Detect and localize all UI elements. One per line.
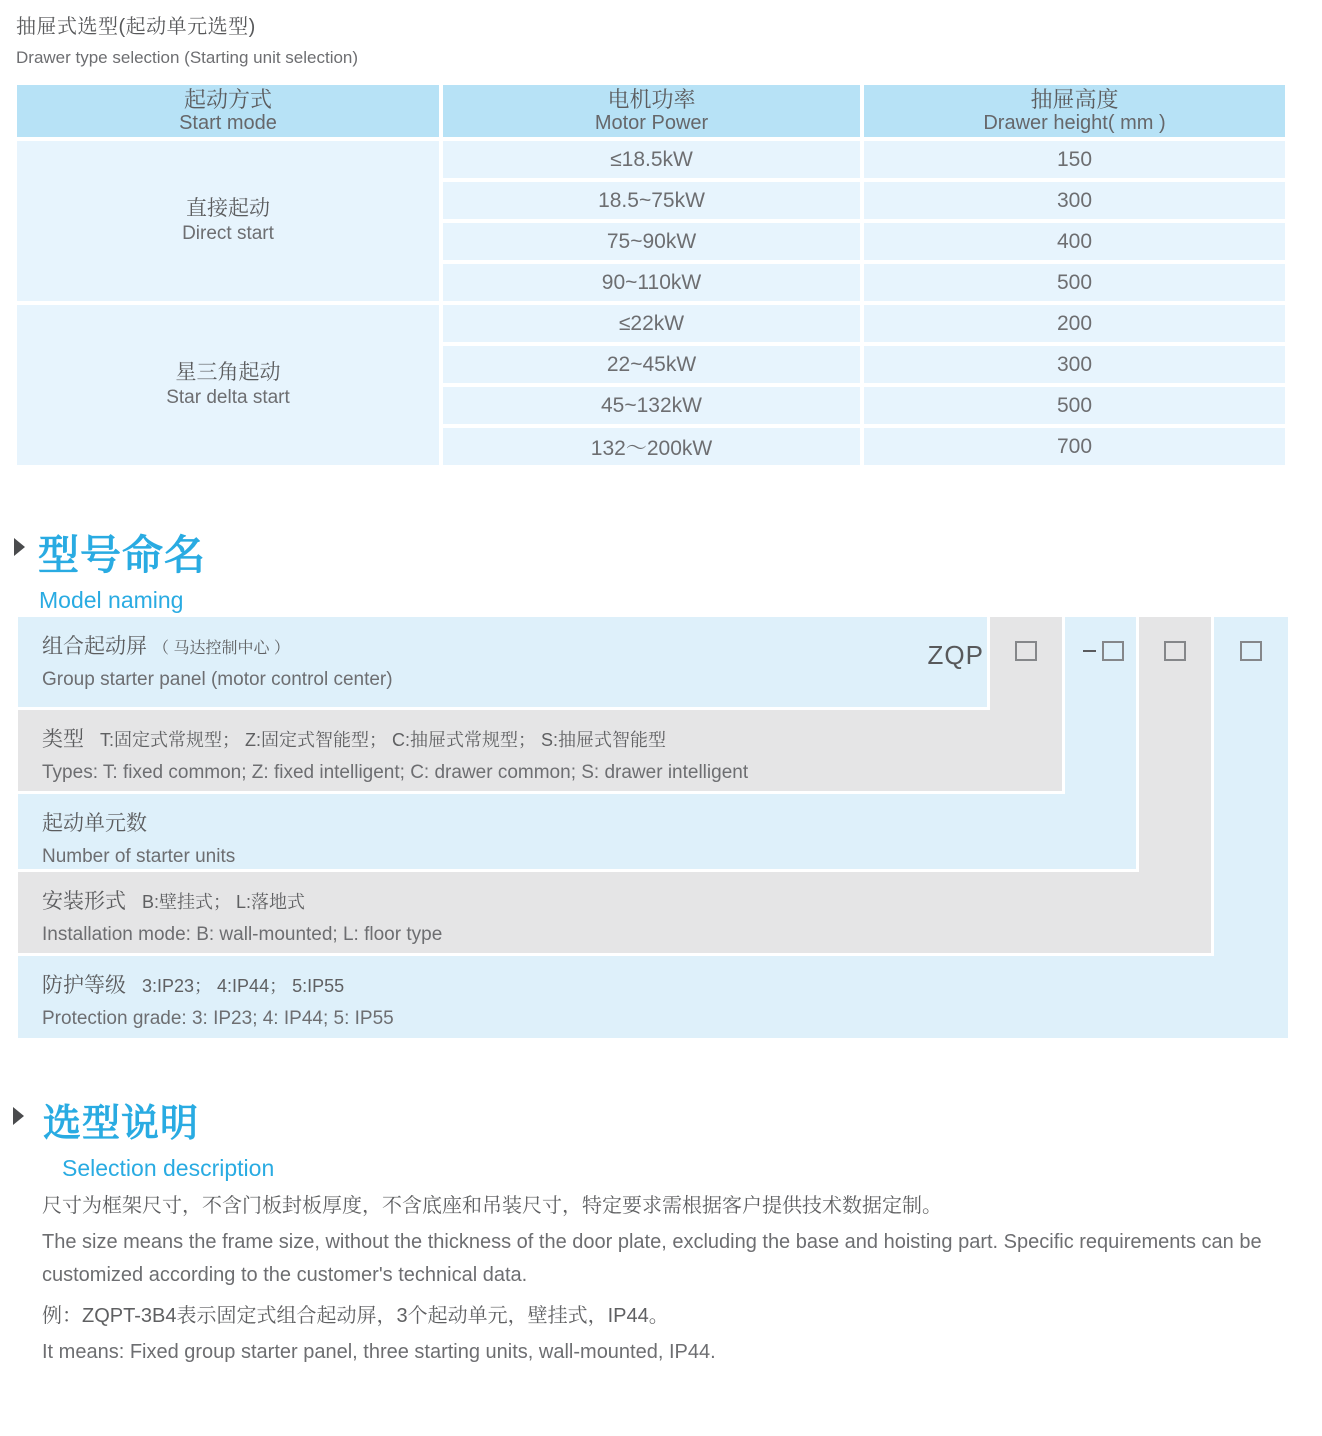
ladder-zh: 组合起动屏 [42, 635, 147, 658]
ladder-row-installation-mode [18, 872, 1211, 953]
section-title-en: Selection description [62, 1155, 275, 1181]
model-code-cell-2 [1065, 633, 1136, 669]
ladder-zh: 防护等级 [42, 974, 126, 997]
ladder-zh-note: T:固定式常规型； Z:固定式智能型； C:抽屉式常规型； S:抽屉式智能型 [100, 730, 667, 750]
table-body [17, 141, 1285, 465]
height-cell: 200 [864, 305, 1285, 342]
description-en-2: It means: Fixed group starter panel, three starting units, wall-mounted, IP44. [42, 1341, 716, 1363]
description-zh-1: 尺寸为框架尺寸，不含门板封板厚度，不含底座和吊装尺寸，特定要求需根据客户提供技术数据定制。 [42, 1195, 942, 1217]
table-row [443, 182, 1285, 219]
header-motor-power [443, 85, 860, 137]
page-title-zh: 抽屉式选型(起动单元选型) [16, 16, 256, 38]
table-header-row [17, 85, 1285, 137]
header-start-mode [17, 85, 439, 137]
power-cell: 90~110kW [443, 264, 860, 301]
header-drawer-height-en: Drawer height( mm ) [983, 112, 1166, 135]
mode-cell-star-delta [17, 305, 439, 465]
ladder-row-zh-line [42, 969, 1288, 999]
model-naming-diagram [18, 617, 1288, 1038]
ladder-row-zh-line [42, 807, 1136, 837]
header-motor-power-en: Motor Power [594, 112, 709, 135]
table-row [443, 428, 1285, 465]
ladder-row-group-starter-panel [18, 617, 987, 707]
section-header-model-naming [14, 522, 206, 614]
table-row [443, 346, 1285, 383]
ladder-row-protection-grade [18, 956, 1288, 1038]
group-rows [443, 141, 1285, 301]
ladder-en: Types: T: fixed common; Z: fixed intelligent; C: drawer common; S: drawer intelligent [42, 762, 749, 783]
drawer-selection-table [17, 85, 1285, 465]
ladder-zh: 起动单元数 [42, 812, 147, 835]
ladder-en: Group starter panel (motor control center) [42, 669, 393, 690]
ladder-zh: 类型 [42, 728, 84, 751]
ladder-zh-note: B:壁挂式； L:落地式 [142, 892, 306, 912]
ladder-row-zh-line [42, 723, 1062, 753]
section-title-zh: 型号命名 [38, 532, 206, 578]
height-cell: 700 [864, 428, 1285, 465]
power-cell: 45~132kW [443, 387, 860, 424]
power-cell: 132～200kW [443, 428, 860, 465]
section-title-en: Model naming [39, 587, 184, 613]
model-code-cell-1 [990, 633, 1062, 669]
ladder-en: Protection grade: 3: IP23; 4: IP44; 5: IP55 [42, 1008, 394, 1029]
height-cell: 400 [864, 223, 1285, 260]
header-motor-power-zh: 电机功率 [607, 86, 696, 112]
ladder-zh-note: （ 马达控制中心 ） [153, 640, 290, 657]
table-row [443, 264, 1285, 301]
section-header-selection-description [13, 1092, 274, 1182]
page-title-en: Drawer type selection (Starting unit selection) [16, 48, 359, 67]
table-row [443, 387, 1285, 424]
header-drawer-height [864, 85, 1285, 137]
ladder-row-zh-line [42, 885, 1211, 915]
group-direct-start [17, 141, 1285, 301]
header-start-mode-zh: 起动方式 [183, 86, 272, 112]
model-code-cell-3 [1139, 633, 1211, 669]
height-cell: 500 [864, 264, 1285, 301]
section-marker-icon [14, 538, 25, 556]
header-drawer-height-zh: 抽屉高度 [1030, 86, 1119, 112]
height-cell: 500 [864, 387, 1285, 424]
model-code-separator [1083, 650, 1096, 652]
mode-en: Direct start [182, 223, 274, 245]
model-code-box-3 [1164, 641, 1186, 661]
model-code-box-1 [1015, 641, 1037, 661]
height-cell: 300 [864, 346, 1285, 383]
power-cell: ≤22kW [443, 305, 860, 342]
ladder-zh: 安装形式 [42, 890, 126, 913]
header-start-mode-en: Start mode [179, 112, 277, 135]
model-code-box-2 [1102, 641, 1124, 661]
model-code-prefix: ZQP [927, 640, 984, 670]
ladder-en: Installation mode: B: wall-mounted; L: floor type [42, 924, 443, 945]
mode-cell-direct-start [17, 141, 439, 301]
model-code-box-4 [1240, 641, 1262, 661]
height-cell: 300 [864, 182, 1285, 219]
group-star-delta-start [17, 305, 1285, 465]
power-cell: ≤18.5kW [443, 141, 860, 178]
selection-description-body [42, 1192, 1292, 1379]
mode-zh: 直接起动 [186, 197, 270, 220]
power-cell: 22~45kW [443, 346, 860, 383]
height-cell: 150 [864, 141, 1285, 178]
power-cell: 75~90kW [443, 223, 860, 260]
section-title-zh: 选型说明 [43, 1103, 200, 1145]
group-rows [443, 305, 1285, 465]
mode-en: Star delta start [166, 387, 290, 409]
ladder-en: Number of starter units [42, 846, 236, 867]
ladder-row-types [18, 710, 1062, 791]
description-en-1: The size means the frame size, without the thickness of the door plate, excluding the base and hoisting part. Specific requirements can be customized according to the customer's technical data. [42, 1231, 1262, 1286]
ladder-row-starter-units [18, 794, 1136, 869]
ladder-row-zh-line [42, 630, 987, 660]
ladder-zh-note: 3:IP23； 4:IP44； 5:IP55 [142, 976, 345, 996]
mode-zh: 星三角起动 [175, 361, 281, 384]
model-code-cell-4 [1214, 633, 1288, 669]
description-zh-2: 例：ZQPT-3B4表示固定式组合起动屏，3个起动单元，壁挂式，IP44。 [42, 1305, 669, 1327]
table-row [443, 305, 1285, 342]
page-heading [16, 10, 358, 68]
section-marker-icon [13, 1107, 24, 1125]
power-cell: 18.5~75kW [443, 182, 860, 219]
table-row [443, 141, 1285, 178]
table-row [443, 223, 1285, 260]
